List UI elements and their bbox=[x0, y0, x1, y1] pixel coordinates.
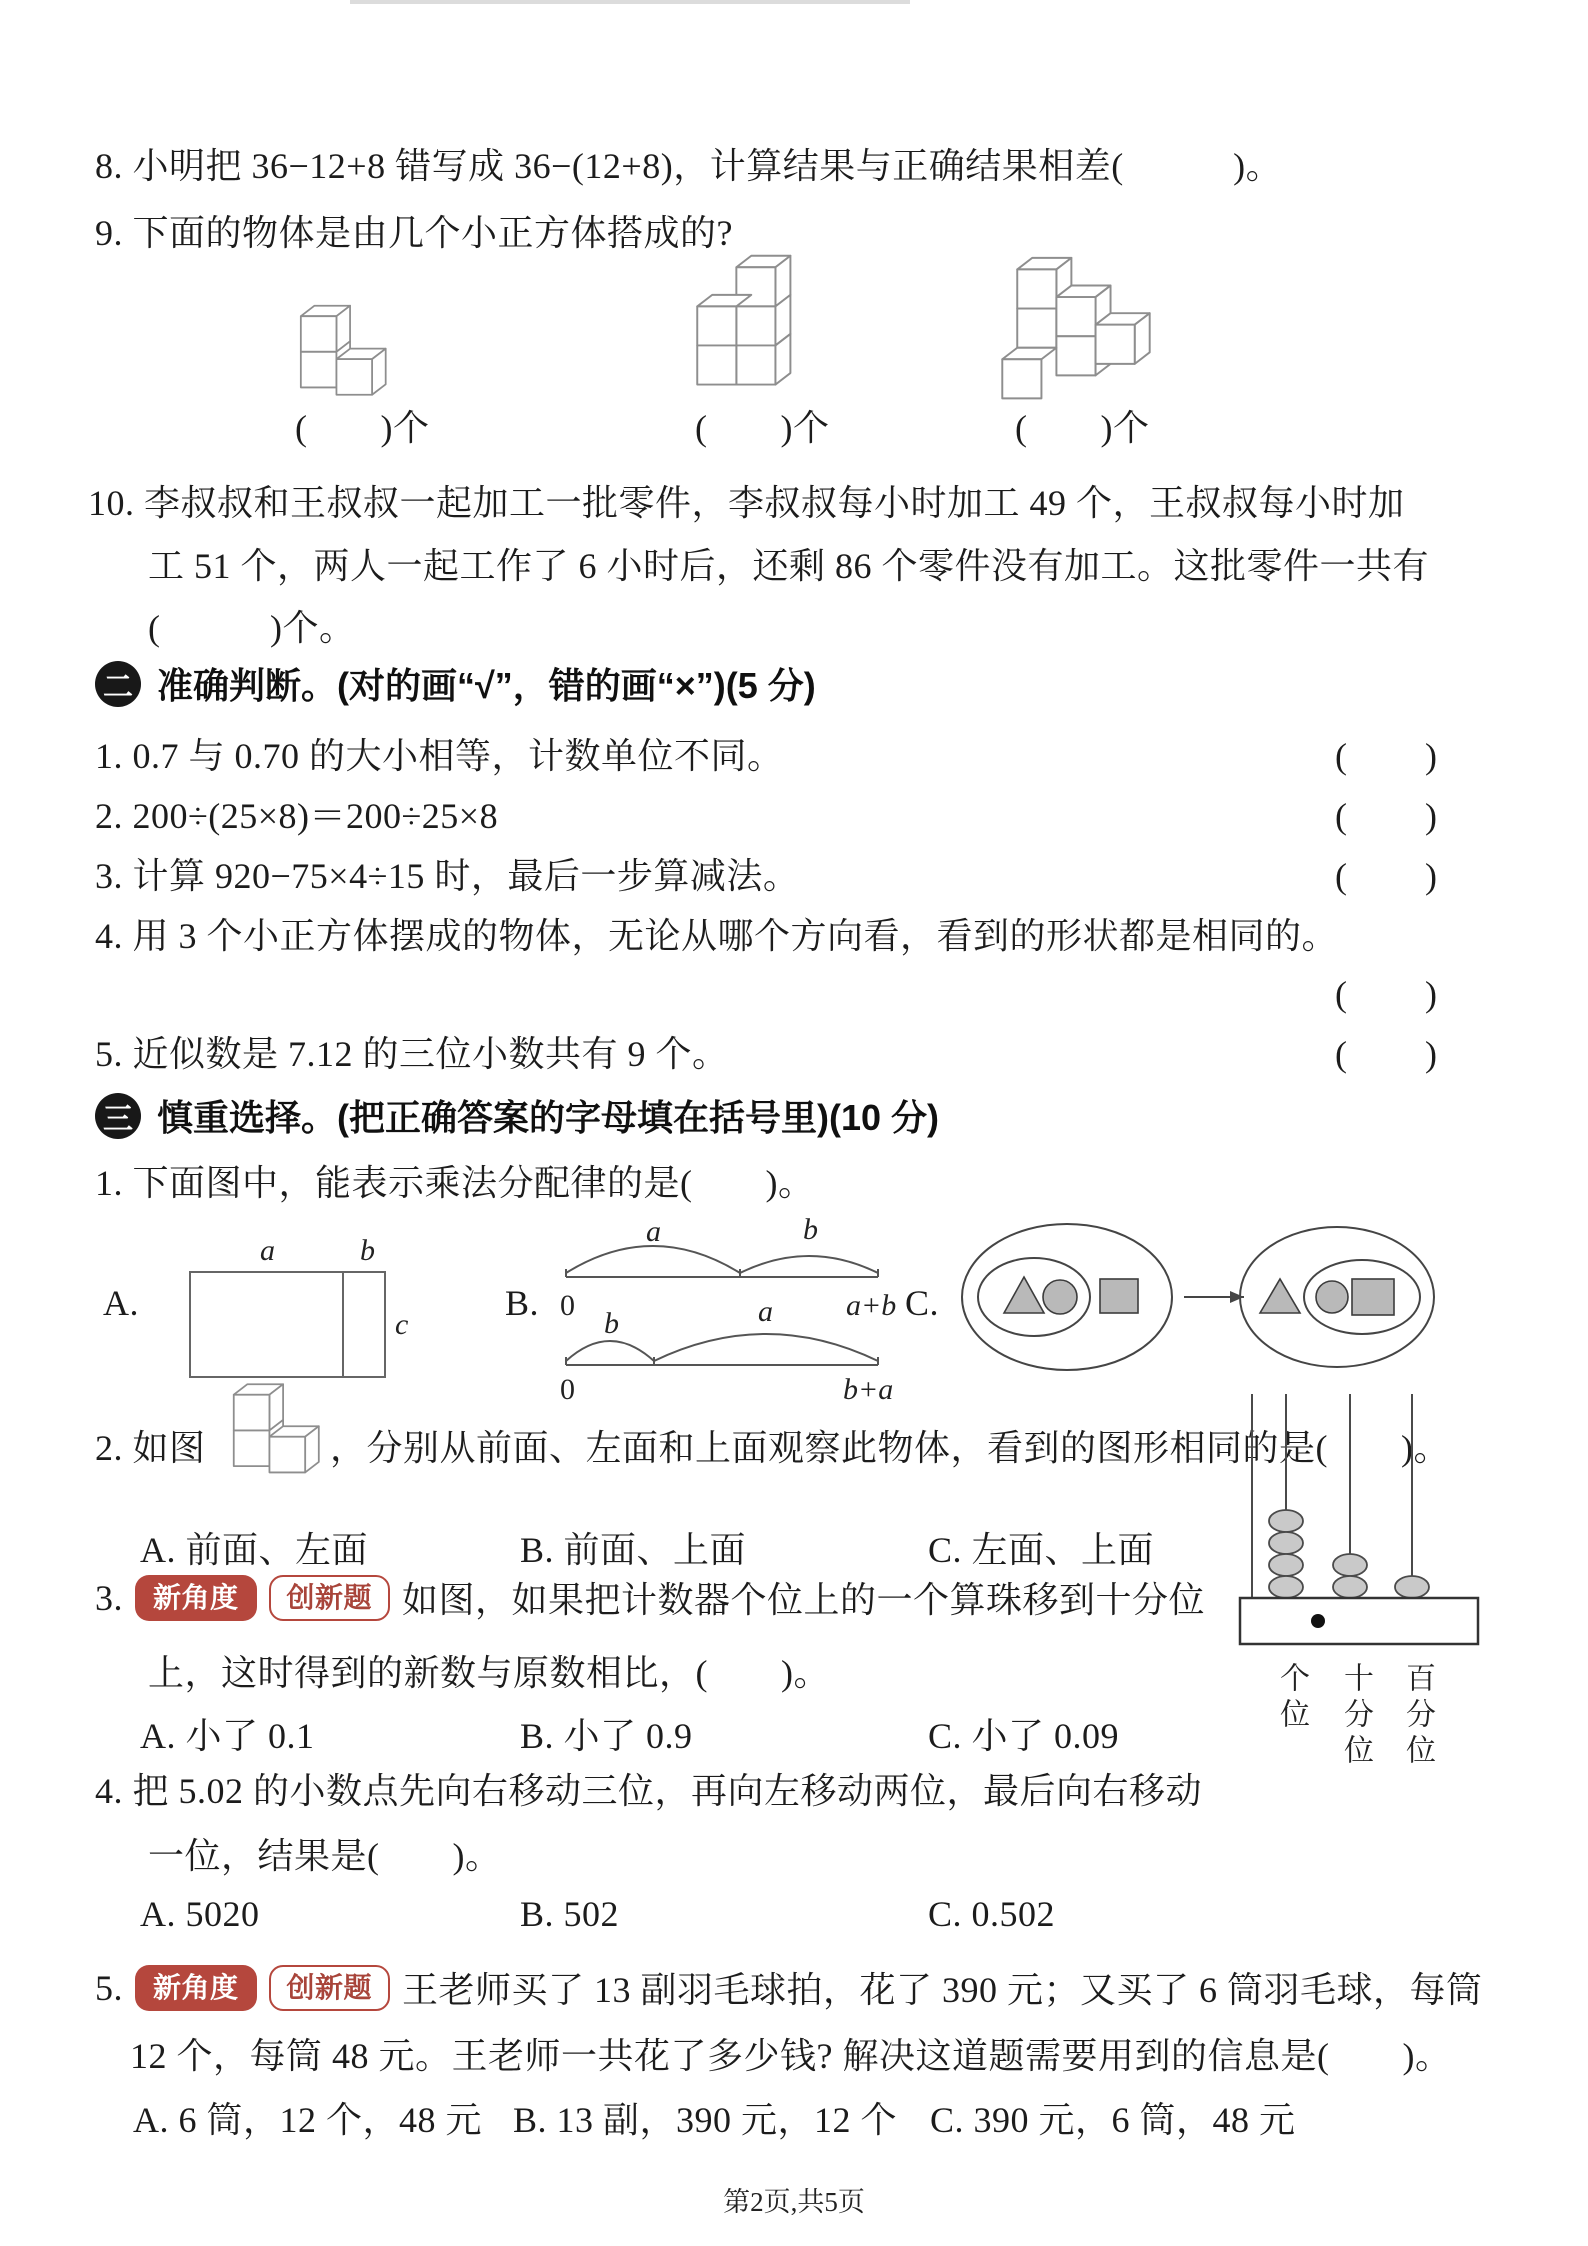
choice-4-option-b: B. 502 bbox=[520, 1894, 620, 1934]
square-shape bbox=[1100, 1279, 1138, 1313]
count-blank-1: ( )个 bbox=[295, 408, 430, 448]
judge-item-2: 2. 200÷(25×8)＝200÷25×8 bbox=[95, 796, 499, 836]
section-3-header bbox=[95, 1090, 939, 1141]
bead bbox=[1333, 1554, 1367, 1576]
count-blank-2: ( )个 bbox=[695, 408, 830, 448]
circle-shape bbox=[1043, 1280, 1077, 1314]
bead bbox=[1269, 1554, 1303, 1576]
question-9: 9. 下面的物体是由几个小正方体搭成的? bbox=[95, 213, 733, 253]
choice-4-line2: 一位，结果是( )。 bbox=[148, 1836, 502, 1876]
judge-item-5: 5. 近似数是 7.12 的三位小数共有 9 个。 bbox=[95, 1034, 729, 1074]
triangle-shape bbox=[1260, 1279, 1300, 1313]
question-10-line2: 工 51 个，两人一起工作了 6 小时后，还剩 86 个零件没有加工。这批零件一共有 bbox=[148, 546, 1430, 586]
choice-3-number: 3. bbox=[95, 1577, 123, 1618]
innovation-badge: 创新题 bbox=[269, 1575, 391, 1621]
judge-blank-4: ( ) bbox=[1335, 974, 1439, 1014]
section-3-icon: 三 bbox=[95, 1093, 141, 1139]
bead bbox=[1333, 1576, 1367, 1598]
question-10-line1: 10. 李叔叔和王叔叔一起加工一批零件，李叔叔每小时加工 49 个，王叔叔每小时加 bbox=[88, 483, 1405, 523]
judge-item-1: 1. 0.7 与 0.70 的大小相等，计数单位不同。 bbox=[95, 736, 784, 776]
decimal-point-dot bbox=[1311, 1614, 1325, 1628]
new-angle-badge: 新角度 bbox=[135, 1965, 257, 2011]
judge-item-4: 4. 用 3 个小正方体摆成的物体，无论从哪个方向看，看到的形状都是相同的。 bbox=[95, 916, 1339, 956]
count-blank-3: ( )个 bbox=[1015, 408, 1150, 448]
page-number: 第2页,共5页 bbox=[723, 2187, 865, 2217]
distributive-rect-diagram bbox=[155, 1232, 415, 1382]
choice-3-line1 bbox=[95, 1572, 1205, 1623]
triangle-shape bbox=[1004, 1277, 1044, 1313]
bead bbox=[1269, 1532, 1303, 1554]
choice-5-line1 bbox=[95, 1962, 1483, 2013]
new-angle-badge: 新角度 bbox=[135, 1575, 257, 1621]
judge-blank-2: ( ) bbox=[1335, 796, 1439, 836]
judge-item-3: 3. 计算 920−75×4÷15 时，最后一步算减法。 bbox=[95, 856, 800, 896]
choice-3-option-c: C. 小了 0.09 bbox=[928, 1716, 1120, 1756]
choice-2-option-a: A. 前面、左面 bbox=[140, 1530, 368, 1570]
arrow-icon bbox=[1230, 1291, 1244, 1303]
judge-blank-5: ( ) bbox=[1335, 1034, 1439, 1074]
section-3-title: 慎重选择。(把正确答案的字母填在括号里)(10 分) bbox=[157, 1097, 939, 1138]
scan-artifact bbox=[350, 0, 910, 4]
choice-3-text1: 如图，如果把计数器个位上的一个算珠移到十分位 bbox=[402, 1580, 1206, 1620]
choice-3-option-a: A. 小了 0.1 bbox=[140, 1716, 315, 1756]
choice-5-text1: 王老师买了 13 副羽毛球拍，花了 390 元；又买了 6 筒羽毛球，每筒 bbox=[402, 1970, 1483, 2010]
place-label-ones: 个位 bbox=[1275, 1662, 1308, 1734]
zero-label-bottom: 0 bbox=[560, 1373, 575, 1406]
choice-2-option-c: C. 左面、上面 bbox=[928, 1530, 1155, 1570]
arc-label-b-top: b bbox=[803, 1213, 818, 1246]
square-shape bbox=[1352, 1279, 1394, 1315]
section-2-icon: 二 bbox=[95, 661, 141, 707]
cube-figure-2 bbox=[680, 250, 795, 388]
place-label-hundredths: 百分位 bbox=[1401, 1662, 1434, 1770]
number-line-diagram bbox=[558, 1213, 897, 1406]
section-2-title: 准确判断。(对的画“√”，错的画“×”)(5 分) bbox=[157, 665, 816, 706]
arc-label-a-bottom: a bbox=[758, 1295, 773, 1328]
sum-label-top: a+b bbox=[846, 1289, 897, 1322]
choice-5-option-c: C. 390 元，6 筒，48 元 bbox=[930, 2100, 1296, 2140]
choice-5-option-a: A. 6 筒，12 个，48 元 bbox=[133, 2100, 482, 2140]
cube-figure-3 bbox=[985, 252, 1152, 402]
choice-2-cube-figure bbox=[218, 1382, 323, 1482]
bead bbox=[1269, 1510, 1303, 1532]
arc-label-b-bottom: b bbox=[604, 1307, 619, 1340]
abacus-base bbox=[1240, 1598, 1478, 1644]
innovation-badge: 创新题 bbox=[269, 1965, 391, 2011]
choice-2-pre: 2. 如图 bbox=[95, 1428, 206, 1468]
question-10-blank: ( )个。 bbox=[148, 608, 356, 648]
choice-5-number: 5. bbox=[95, 1967, 123, 2008]
zero-label-top: 0 bbox=[560, 1289, 575, 1322]
section-2-header bbox=[95, 658, 816, 709]
question-8: 8. 小明把 36−12+8 错写成 36−(12+8)，计算结果与正确结果相差( )。 bbox=[95, 146, 1283, 186]
choice-5-option-b: B. 13 副，390 元，12 个 bbox=[513, 2100, 898, 2140]
arc-label-a-top: a bbox=[646, 1215, 661, 1248]
bead bbox=[1395, 1576, 1429, 1598]
choice-1-text: 1. 下面图中，能表示乘法分配律的是( )。 bbox=[95, 1163, 815, 1203]
choice-3-line2: 上，这时得到的新数与原数相比，( )。 bbox=[148, 1653, 830, 1693]
choice-4-option-a: A. 5020 bbox=[140, 1894, 260, 1934]
counter-abacus bbox=[1238, 1388, 1483, 1648]
cube-figure-1 bbox=[285, 290, 390, 400]
choice-5-line2: 12 个，每筒 48 元。王老师一共花了多少钱? 解决这道题需要用到的信息是( )。 bbox=[130, 2036, 1452, 2076]
choice-1-option-c-label: C. bbox=[905, 1283, 940, 1323]
set-grouping-diagram bbox=[952, 1215, 1432, 1380]
choice-1-option-a-label: A. bbox=[103, 1283, 139, 1323]
bead bbox=[1269, 1576, 1303, 1598]
rect-label-c: c bbox=[395, 1308, 409, 1341]
choice-1-option-b-label: B. bbox=[505, 1283, 540, 1323]
sum-label-bottom: b+a bbox=[843, 1373, 894, 1406]
circle-shape bbox=[1316, 1281, 1348, 1313]
choice-3-option-b: B. 小了 0.9 bbox=[520, 1716, 693, 1756]
choice-4-line1: 4. 把 5.02 的小数点先向右移动三位，再向左移动两位，最后向右移动 bbox=[95, 1771, 1203, 1811]
choice-4-option-c: C. 0.502 bbox=[928, 1894, 1056, 1934]
choice-2-post: ，分别从前面、左面和上面观察此物体，看到的图形相同的是( )。 bbox=[330, 1428, 1450, 1468]
judge-blank-1: ( ) bbox=[1335, 736, 1439, 776]
rect-label-a: a bbox=[260, 1234, 275, 1267]
place-label-tenths: 十分位 bbox=[1339, 1662, 1372, 1770]
choice-2-option-b: B. 前面、上面 bbox=[520, 1530, 747, 1570]
judge-blank-3: ( ) bbox=[1335, 856, 1439, 896]
rect-label-b: b bbox=[360, 1234, 375, 1267]
